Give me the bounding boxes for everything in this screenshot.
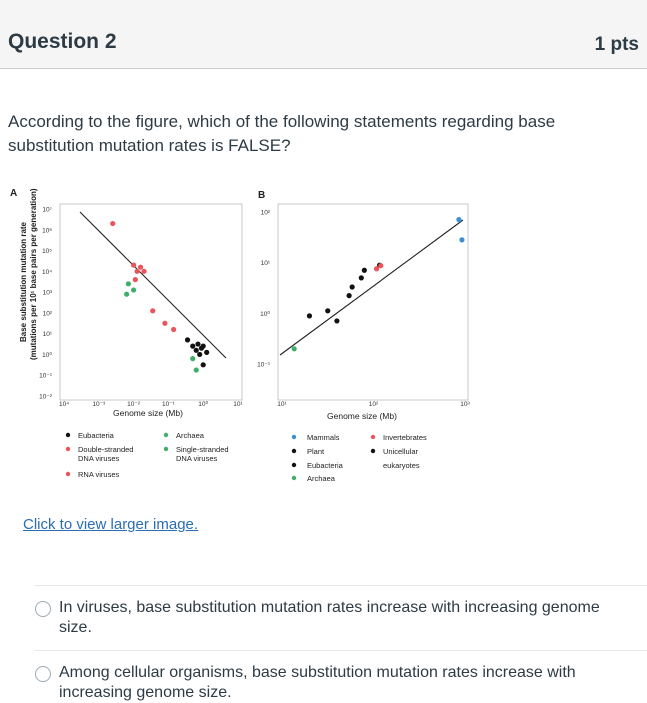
legend-a-ss-marker — [164, 447, 168, 451]
data-point — [185, 337, 190, 342]
data-point — [194, 348, 199, 353]
legend-b-unicellular-2: eukaryotes — [383, 461, 420, 470]
legend-b-eubacteria: Eubacteria — [307, 461, 343, 470]
data-point — [124, 292, 129, 297]
data-point — [110, 221, 115, 226]
data-point — [126, 281, 131, 286]
panel-a-plot-area — [60, 204, 242, 400]
panel-a-legend — [66, 431, 229, 479]
data-point — [362, 268, 367, 273]
data-point — [334, 318, 339, 323]
panel-a-y-ticks — [39, 207, 53, 401]
x-tick-label: 10¹ — [233, 401, 243, 408]
y-tick-label: 10⁰ — [42, 351, 52, 359]
data-point — [131, 287, 136, 292]
legend-b-unicellular-marker — [371, 449, 375, 453]
y-tick-label: 10¹ — [260, 260, 270, 268]
x-tick-label: 10⁻² — [127, 401, 141, 408]
legend-a-ds-marker — [66, 447, 70, 451]
y-tick-label: 10⁷ — [42, 206, 52, 214]
legend-a-ds-1: Double-stranded — [78, 445, 134, 454]
panel-b-trend-line — [280, 220, 463, 355]
y-tick-label: 10³ — [42, 289, 52, 297]
x-tick-label: 10³ — [460, 401, 470, 408]
answer-divider-1 — [35, 585, 647, 586]
data-point — [204, 350, 209, 355]
data-point — [134, 269, 139, 274]
answer-1-radio[interactable] — [35, 601, 51, 617]
y-tick-label: 10⁰ — [260, 310, 270, 318]
data-point — [195, 341, 200, 346]
legend-b-plant-marker — [292, 449, 296, 453]
legend-a-ds-2: DNA viruses — [78, 454, 120, 463]
data-point — [307, 313, 312, 318]
data-point — [190, 344, 195, 349]
question-points: 1 pts — [594, 34, 639, 55]
legend-a-archaea-marker — [164, 433, 168, 437]
data-point — [347, 293, 352, 298]
legend-b-mammals: Mammals — [307, 433, 340, 442]
legend-a-ss-2: DNA viruses — [176, 454, 218, 463]
answer-2-text: Among cellular organisms, base substitution mutation rates increase with increasing genome size. — [59, 664, 576, 701]
question-title: Question 2 — [8, 30, 117, 53]
legend-b-invertebrates-marker — [371, 435, 375, 439]
panel-b-x-ticks — [277, 401, 470, 408]
x-tick-label: 10⁰ — [198, 401, 209, 408]
data-point — [374, 266, 379, 271]
answer-2-radio[interactable] — [35, 666, 51, 682]
x-tick-label: 10⁻¹ — [161, 401, 175, 408]
data-point — [141, 269, 146, 274]
panel-b-points — [292, 217, 465, 351]
view-larger-image-link[interactable]: Click to view larger image. — [23, 516, 199, 533]
data-point — [350, 284, 355, 289]
y-tick-label: 10⁻¹ — [39, 372, 52, 380]
data-point — [378, 263, 383, 268]
data-point — [201, 344, 206, 349]
legend-a-rna-marker — [66, 472, 70, 476]
panel-b-plot-area — [278, 204, 468, 400]
data-point — [162, 321, 167, 326]
panel-b-label: B — [258, 190, 266, 201]
panel-a-ylabel-1: Base substitution mutation rate — [19, 221, 28, 342]
data-point — [138, 265, 143, 270]
panel-a-xlabel: Genome size (Mb) — [113, 408, 183, 418]
question-text: According to the figure, which of the following statements regarding base substitution mutation rates is FALSE? — [8, 112, 556, 155]
y-tick-label: 10⁶ — [42, 227, 52, 235]
legend-b-eubacteria-marker — [292, 463, 296, 467]
x-tick-label: 10⁻³ — [92, 401, 106, 408]
data-point — [325, 308, 330, 313]
data-point — [133, 277, 138, 282]
legend-b-invertebrates: Invertebrates — [383, 433, 427, 442]
data-point — [359, 275, 364, 280]
data-point — [171, 327, 176, 332]
legend-b-unicellular-1: Unicellular — [383, 447, 419, 456]
data-point — [459, 237, 464, 242]
panel-a-x-ticks — [59, 400, 244, 408]
mutation-rate-figure — [0, 182, 647, 502]
legend-b-plant: Plant — [307, 447, 325, 456]
panel-a-label: A — [10, 188, 18, 199]
y-tick-label: 10⁻¹ — [257, 361, 270, 369]
x-tick-label: 10² — [368, 401, 379, 408]
legend-a-rna: RNA viruses — [78, 470, 120, 479]
legend-a-eubacteria-marker — [66, 433, 70, 437]
answer-divider-2 — [35, 650, 647, 651]
answer-1-text: In viruses, base substitution mutation rates increase with increasing genome size. — [59, 599, 600, 636]
legend-a-eubacteria: Eubacteria — [78, 431, 114, 440]
data-point — [201, 362, 206, 367]
panel-a-ylabel-2: (mutations per 10¹ base pairs per generation) — [29, 188, 38, 360]
legend-a-archaea: Archaea — [176, 431, 204, 440]
y-tick-label: 10² — [260, 209, 270, 217]
data-point — [131, 263, 136, 268]
y-tick-label: 10⁴ — [41, 268, 52, 276]
x-tick-label: 10¹ — [277, 401, 287, 408]
data-point — [190, 356, 195, 361]
panel-b-xlabel: Genome size (Mb) — [327, 411, 397, 421]
legend-a-ss-1: Single-stranded — [176, 445, 229, 454]
y-tick-label: 10⁵ — [42, 248, 52, 256]
data-point — [150, 308, 155, 313]
data-point — [194, 367, 199, 372]
question-header — [0, 0, 647, 69]
y-tick-label: 10² — [42, 310, 52, 318]
legend-b-mammals-marker — [292, 435, 296, 439]
x-tick-label: 10⁴ — [58, 401, 70, 408]
data-point — [197, 352, 202, 357]
data-point — [292, 346, 297, 351]
y-tick-label: 10¹ — [42, 331, 52, 339]
data-point — [456, 217, 461, 222]
panel-a-points — [110, 221, 209, 373]
panel-a-trend-line — [80, 212, 226, 358]
panel-b-legend — [292, 433, 427, 483]
legend-b-archaea: Archaea — [307, 474, 335, 483]
y-tick-label: 10⁻² — [39, 393, 52, 401]
panel-b-y-ticks — [257, 210, 271, 369]
legend-b-archaea-marker — [292, 476, 296, 480]
